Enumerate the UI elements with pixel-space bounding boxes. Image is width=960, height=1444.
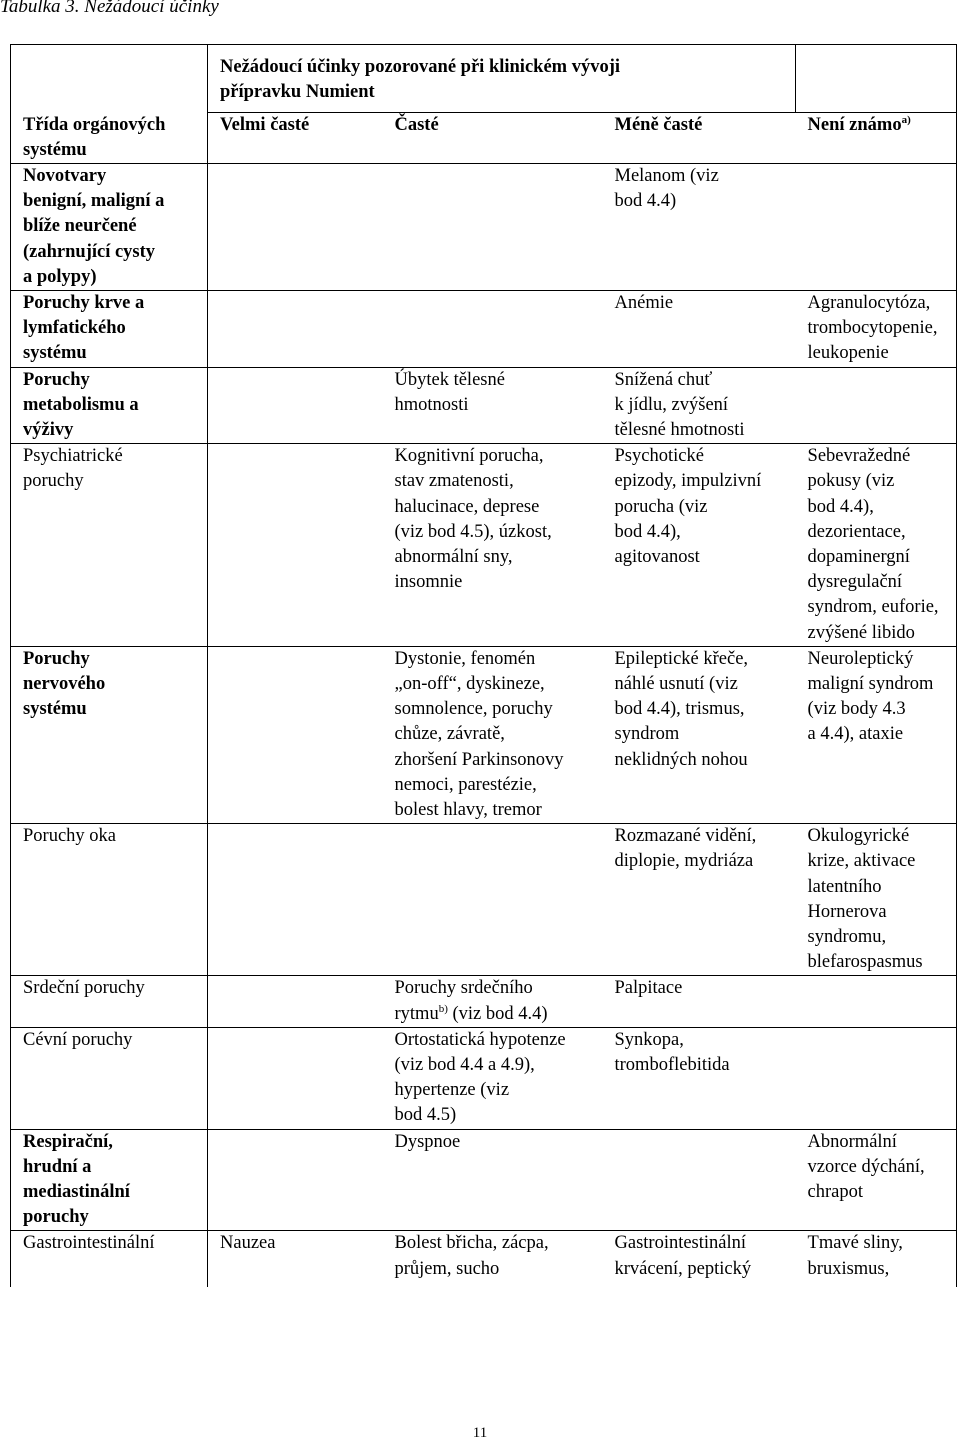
cell-very-common xyxy=(208,1027,383,1129)
header-unknown-label: Není známo xyxy=(807,115,902,135)
table-row xyxy=(11,976,957,1027)
cell-uncommon: Rozmazané vidění, diplopie, mydriáza xyxy=(603,824,796,976)
cell-very-common xyxy=(208,824,383,976)
cell-uncommon: Palpitace xyxy=(603,976,796,1027)
header-uncommon: Méně časté xyxy=(603,113,796,164)
row-category: Poruchy metabolismu a výživy xyxy=(11,367,208,444)
cell-common: Bolest břicha, zácpa, průjem, sucho xyxy=(383,1231,603,1287)
cell-uncommon: Epileptické křeče, náhlé usnutí (viz bod 4.4), trismus, syndrom neklidných nohou xyxy=(603,646,796,823)
header-empty-corner xyxy=(11,45,208,113)
cell-uncommon: Snížená chuť k jídlu, zvýšení tělesné hmotnosti xyxy=(603,367,796,444)
row-category: Poruchy oka xyxy=(11,824,208,976)
cell-unknown: Abnormální vzorce dýchání, chrapot xyxy=(796,1129,957,1231)
cell-unknown: Neuroleptický maligní syndrom (viz body 4.3 a 4.4), ataxie xyxy=(796,646,957,823)
cell-uncommon: Anémie xyxy=(603,290,796,367)
table-row xyxy=(11,290,957,367)
cell-very-common xyxy=(208,646,383,823)
row-category: Poruchy nervového systému xyxy=(11,646,208,823)
cell-common xyxy=(383,163,603,290)
table-caption: Tabulka 3. Nežádoucí účinky xyxy=(0,0,219,17)
cell-common: Ortostatická hypotenze (viz bod 4.4 a 4.9), hypertenze (viz bod 4.5) xyxy=(383,1027,603,1129)
cell-uncommon: Synkopa, tromboflebitida xyxy=(603,1027,796,1129)
cell-common: Dystonie, fenomén „on-off“, dyskineze, somnolence, poruchy chůze, závratě, zhoršení Parkinsonovy nemoci, parestézie, bolest hlavy, tremor xyxy=(383,646,603,823)
cell-very-common: Nauzea xyxy=(208,1231,383,1287)
cell-uncommon: Gastrointestinální krvácení, peptický xyxy=(603,1231,796,1287)
cell-unknown: Tmavé sliny, bruxismus, xyxy=(796,1231,957,1287)
row-category: Respirační, hrudní a mediastinální poruchy xyxy=(11,1129,208,1231)
header-empty-right xyxy=(796,45,957,113)
cell-very-common xyxy=(208,163,383,290)
row-category: Gastrointestinální xyxy=(11,1231,208,1287)
cell-common: Dyspnoe xyxy=(383,1129,603,1231)
table-row xyxy=(11,646,957,823)
header-unknown-footnote: a) xyxy=(901,113,911,126)
table-row xyxy=(11,1027,957,1129)
cell-common: Kognitivní porucha, stav zmatenosti, halucinace, deprese (viz bod 4.5), úzkost, abnormální sny, insomnie xyxy=(383,444,603,647)
cell-very-common xyxy=(208,1129,383,1231)
adverse-effects-table xyxy=(10,44,957,1287)
cell-very-common xyxy=(208,976,383,1027)
row-category: Psychiatrické poruchy xyxy=(11,444,208,647)
table-row xyxy=(11,367,957,444)
cell-unknown xyxy=(796,163,957,290)
cell-unknown xyxy=(796,367,957,444)
cell-uncommon: Psychotické epizody, impulzivní porucha (viz bod 4.4), agitovanost xyxy=(603,444,796,647)
cell-unknown: Agranulocytóza, trombocytopenie, leukopenie xyxy=(796,290,957,367)
footnote-marker: b) xyxy=(438,1002,448,1015)
header-unknown xyxy=(796,113,957,164)
table-row xyxy=(11,163,957,290)
page-number: 11 xyxy=(472,1425,488,1441)
cell-very-common xyxy=(208,367,383,444)
table-row xyxy=(11,444,957,647)
cell-uncommon xyxy=(603,1129,796,1231)
cell-common: Úbytek tělesné hmotnosti xyxy=(383,367,603,444)
cell-unknown: Okulogyrické krize, aktivace latentního Hornerova syndromu, blefarospasmus xyxy=(796,824,957,976)
table-row xyxy=(11,824,957,976)
cell-common-text: Poruchy srdečního rytmu xyxy=(394,978,533,1024)
row-category: Novotvary benigní, maligní a blíže neurčené (zahrnující cysty a polypy) xyxy=(11,163,208,290)
table-row xyxy=(11,1231,957,1287)
row-category: Cévní poruchy xyxy=(11,1027,208,1129)
cell-unknown: Sebevražedné pokusy (viz bod 4.4), dezorientace, dopaminergní dysregulační syndrom, euforie, zvýšené libido xyxy=(796,444,957,647)
row-category: Poruchy krve a lymfatického systému xyxy=(11,290,208,367)
header-very-common: Velmi časté xyxy=(208,113,383,164)
cell-unknown xyxy=(796,976,957,1027)
header-class-label: Třída orgánových systému xyxy=(11,113,208,164)
cell-unknown xyxy=(796,1027,957,1129)
cell-common-tail: (viz bod 4.4) xyxy=(447,1003,548,1024)
table-row xyxy=(11,1129,957,1231)
cell-uncommon: Melanom (viz bod 4.4) xyxy=(603,163,796,290)
cell-common xyxy=(383,976,603,1027)
cell-common xyxy=(383,824,603,976)
cell-very-common xyxy=(208,444,383,647)
header-group-title: Nežádoucí účinky pozorované při klinickém vývoji přípravku Numient xyxy=(208,45,796,113)
cell-common xyxy=(383,290,603,367)
row-category: Srdeční poruchy xyxy=(11,976,208,1027)
header-common: Časté xyxy=(383,113,603,164)
cell-very-common xyxy=(208,290,383,367)
